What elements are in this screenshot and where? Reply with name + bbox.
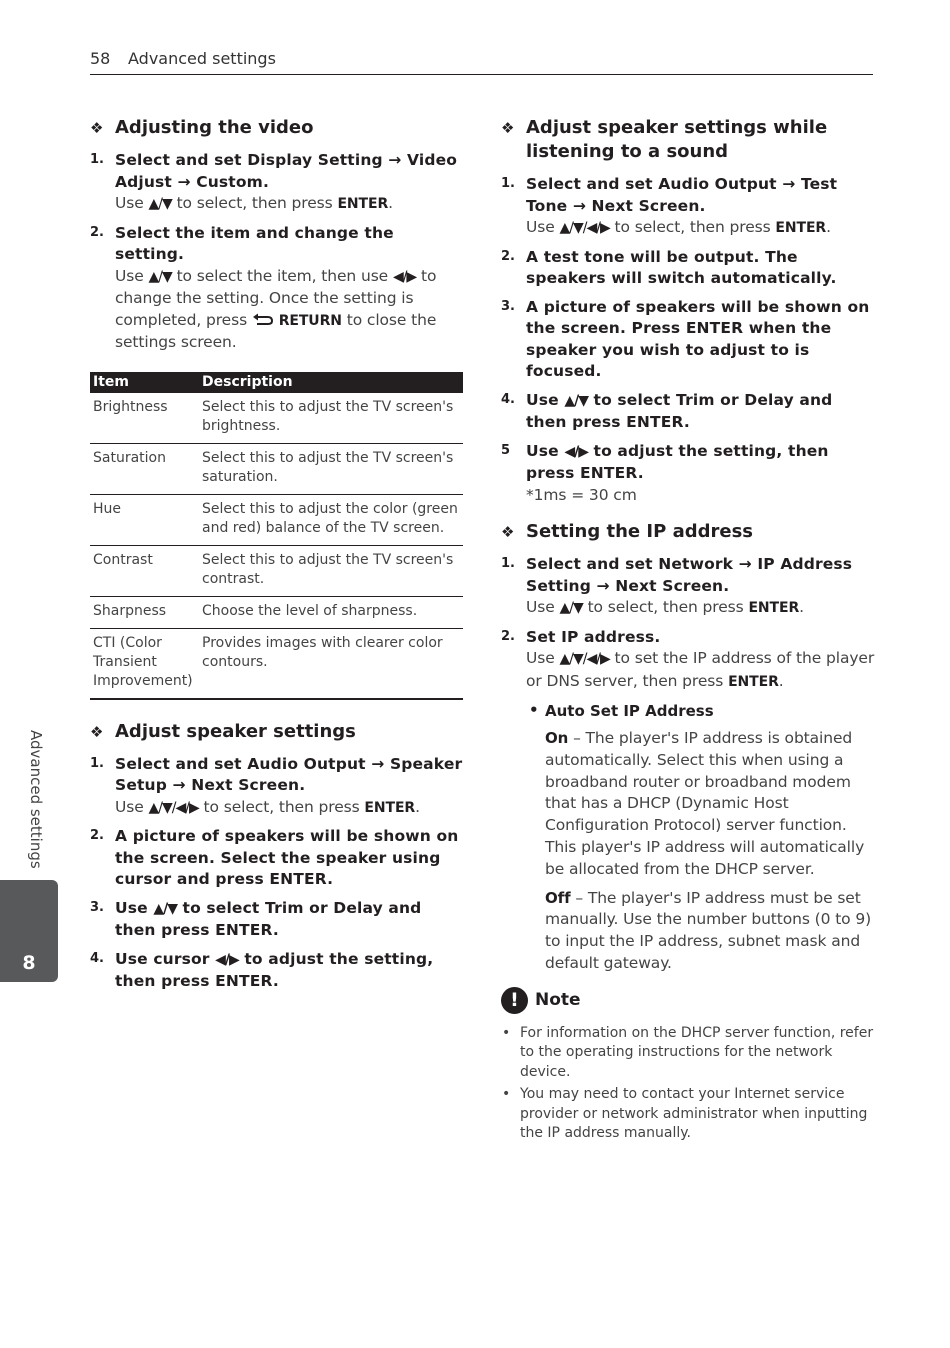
ip-steps [501, 554, 876, 975]
up-down-arrows-icon: ▲/▼ [564, 392, 588, 409]
chapter-number: 8 [22, 952, 36, 974]
left-right-arrows-icon: ◀/▶ [392, 268, 417, 285]
right-column [501, 116, 876, 1147]
diamond-bullet-icon: ❖ [501, 523, 515, 541]
video-items-table-wrap [90, 372, 463, 700]
four-way-arrows-icon: ▲/▼/◀/▶ [148, 799, 199, 816]
up-down-arrows-icon: ▲/▼ [559, 600, 583, 616]
chapter-tab [0, 880, 58, 982]
up-down-arrows-icon: ▲/▼ [148, 268, 172, 285]
list-item: 1. Select and set Network → IP Address Setting → Next Screen. Use ▲/▼ to select, then press ENTER. [501, 555, 853, 616]
left-column [90, 116, 463, 1000]
up-down-arrows-icon: ▲/▼ [148, 196, 172, 212]
note-list [501, 1024, 876, 1144]
table-row: Saturation Select this to adjust the TV screen's saturation. [90, 443, 463, 494]
four-way-arrows-icon: ▲/▼/◀/▶ [559, 651, 610, 667]
left-right-arrows-icon: ◀/▶ [215, 951, 239, 968]
section-heading-speaker: ❖ Adjust speaker settings [90, 720, 356, 742]
four-way-arrows-icon: ▲/▼/◀/▶ [559, 220, 610, 236]
side-section-label: Advanced settings [27, 730, 45, 869]
column-header-item: Item [90, 372, 199, 393]
list-item: 3. Use ▲/▼ to select Trim or Delay and then press ENTER. [90, 898, 422, 939]
diamond-bullet-icon: ❖ [90, 722, 104, 741]
column-header-description: Description [199, 372, 463, 393]
note-heading: ! Note [501, 987, 876, 1014]
diamond-bullet-icon: ❖ [501, 119, 515, 137]
list-item: 2. Select the item and change the setting. Use ▲/▼ to select the item, then use ◀/▶ to change the setting. Once the setting is completed, press RETURN to close the settings screen. [90, 223, 437, 351]
list-item: 4. Use cursor ◀/▶ to adjust the setting, then press ENTER. [90, 949, 434, 990]
auto-set-ip-option: • Auto Set IP Address On – The player's IP address is obtained automatically. Select this when using a broadband router or broadband modem that has a DHCP (Dynamic Host Configuration Protocol) server function. This player's IP address will automatically be allocated from the DHCP server. Off – The player's IP address must be set manually. Use the number buttons (0 to 9) to input the IP address, subnet mask and default gateway. [526, 701, 876, 975]
diamond-bullet-icon: ❖ [90, 119, 104, 137]
auto-set-ip-title: Auto Set IP Address [545, 702, 714, 720]
list-item: • For information on the DHCP server function, refer to the operating instructions for the network device. [502, 1024, 874, 1080]
list-item: 2. A picture of speakers will be shown on the screen. Select the speaker using cursor and press ENTER. [90, 827, 459, 888]
running-title: Advanced settings [128, 49, 276, 68]
speaker-steps [90, 754, 463, 993]
list-item: • You may need to contact your Internet service provider or network administrator when inputting the IP address manually. [502, 1086, 868, 1142]
list-item: 1. Select and set Display Setting → Video Adjust → Custom. Use ▲/▼ to select, then press ENTER. [90, 151, 458, 212]
section-heading-ip: ❖ Setting the IP address [501, 521, 753, 542]
list-item: 2. A test tone will be output. The speakers will switch automatically. [501, 247, 837, 287]
listening-steps [501, 174, 876, 506]
table-row: Hue Select this to adjust the color (green and red) balance of the TV screen. [90, 494, 463, 545]
list-item: 1. Select and set Audio Output → Test Tone → Next Screen. Use ▲/▼/◀/▶ to select, then press ENTER. [501, 175, 838, 236]
video-items-table [90, 372, 463, 700]
option-off: Off – The player's IP address must be set manually. Use the number buttons (0 to 9) to input the IP address, subnet mask and default gateway. [545, 888, 872, 972]
return-arrow-icon [252, 313, 274, 326]
page-header [90, 48, 873, 75]
page-number: 58 [90, 49, 111, 68]
video-steps [90, 150, 463, 354]
list-item: 2. Set IP address. Use ▲/▼/◀/▶ to set the IP address of the player or DNS server, then press ENTER. • Auto Set IP Address On – The player's IP address is obtained automatically. Select this when using a broadband router or broadband modem that has a DHCP (Dynamic Host Configuration Protocol) server function. This player's IP address will automatically be allocated from the DHCP server. Off – The player's IP address must be set manually. Use the number buttons (0 to 9) to input the IP address, subnet mask and default gateway. [501, 627, 876, 975]
note-exclamation-icon: ! [501, 987, 528, 1014]
option-on: On – The player's IP address is obtained automatically. Select this when using a broadband router or broadband modem that has a DHCP (Dynamic Host Configuration Protocol) server function. This player's IP address will automatically be allocated from the DHCP server. [545, 729, 865, 878]
list-item: 1. Select and set Audio Output → Speaker Setup → Next Screen. Use ▲/▼/◀/▶ to select, then press ENTER. [90, 754, 463, 816]
list-item: 4. Use ▲/▼ to select Trim or Delay and then press ENTER. [501, 390, 833, 431]
table-header-row [90, 372, 463, 393]
section-heading-video: ❖ Adjusting the video [90, 117, 314, 138]
table-row: Contrast Select this to adjust the TV screen's contrast. [90, 545, 463, 596]
table-row: Brightness Select this to adjust the TV screen's brightness. [90, 393, 463, 444]
left-right-arrows-icon: ◀/▶ [564, 443, 588, 460]
list-item: 5 Use ◀/▶ to adjust the setting, then press ENTER. *1ms = 30 cm [501, 441, 829, 504]
section-heading-listening: ❖ Adjust speaker settings while listening to a sound [501, 117, 828, 162]
up-down-arrows-icon: ▲/▼ [153, 900, 177, 917]
list-item: 3. A picture of speakers will be shown on the screen. Press ENTER when the speaker you wish to adjust to is focused. [501, 297, 870, 380]
table-row: Sharpness Choose the level of sharpness. [90, 596, 463, 628]
table-row: CTI (Color Transient Improvement) Provides images with clearer color contours. [90, 628, 463, 699]
